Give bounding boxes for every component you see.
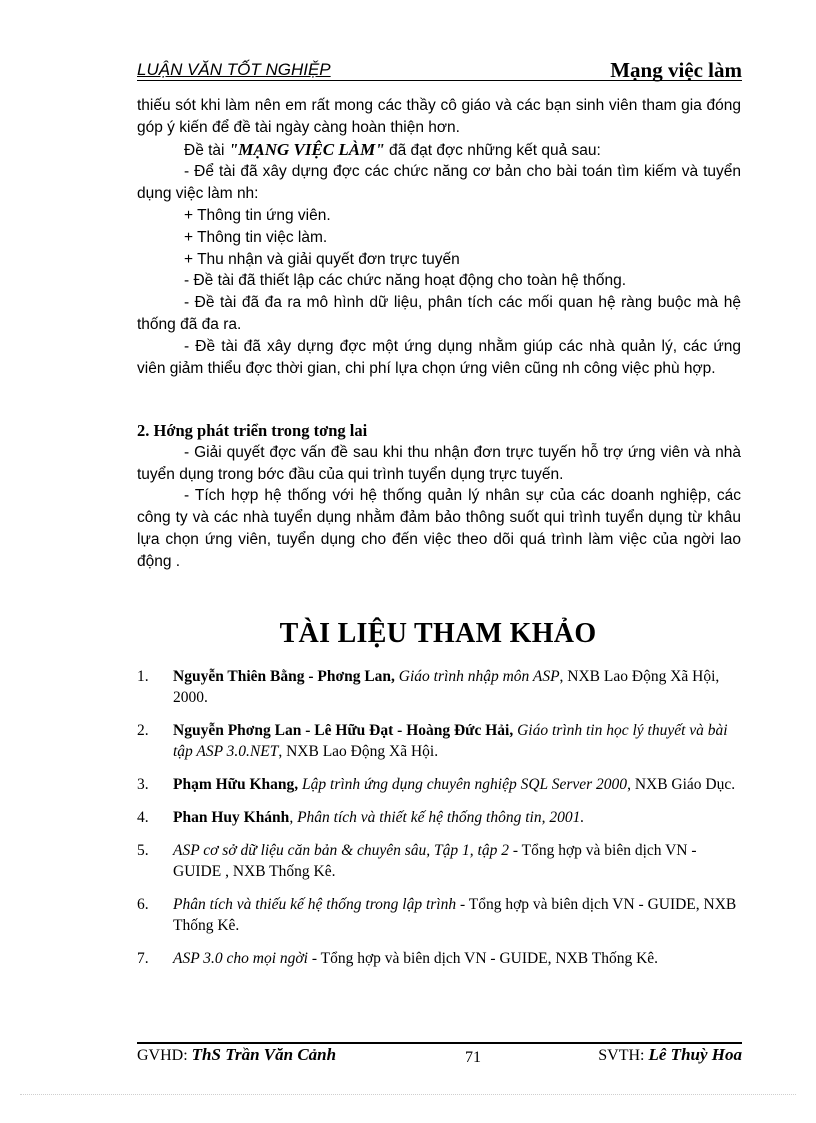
reference-work: Giáo trình tin học lý thuyết và bài tập ASP 3.0.NET [173,722,728,760]
footer-student [598,1045,742,1065]
reference-number: 4. [137,809,149,826]
reference-publisher: , NXB Lao Động Xã Hội, 2000. [173,668,720,706]
bullet-job-info: + Thông tin việc làm. [184,228,328,246]
reference-author: Phạm Hữu Khang, [173,776,299,793]
paragraph-result-4: - Đề tài đã xây dựng đợc một ứng dụng nhằm giúp các nhà quản lý, các ứng viên giảm thiểu đợc thời gian, chi phí lựa chọn ứng viên cũng nh công việc phù hợp. [137,337,741,377]
reference-number: 3. [137,776,149,793]
page-bottom-dotted-line [20,1094,796,1095]
advisor-label: GVHD: [137,1047,192,1064]
reference-item [137,666,741,708]
student-label: SVTH: [598,1047,649,1064]
paragraph-result-2: - Đề tài đã thiết lập các chức năng hoạt động cho toàn hệ thống. [184,272,627,290]
reference-item [137,894,741,936]
paragraph-future-2: - Tích hợp hệ thống với hệ thống quản lý nhân sự của các doanh nghiệp, các công ty và các nhà tuyển dụng nhằm đảm bảo thông suốt qui trình tuyển dụng từ khâu lựa chọn ứng viên, tuyển dụng cho đến việc theo dõi quá trình làm việc của ngời lao động . [137,487,741,570]
advisor-name: ThS Trần Văn Cảnh [191,1045,337,1064]
paragraph-result-3: - Đề tài đã đa ra mô hình dữ liệu, phân tích các mối quan hệ ràng buộc mà hệ thống đã đa ra. [137,294,741,333]
reference-work: Giáo trình nhập môn ASP [394,668,560,685]
reference-work: ASP 3.0 cho mọi ngời [173,950,308,967]
reference-publisher: , NXB Lao Động Xã Hội. [278,743,439,760]
header-rule [137,80,742,81]
reference-item [137,840,741,882]
results-lead-pre: Đề tài [184,141,229,159]
reference-publisher: , NXB Giáo Dục. [627,776,736,793]
reference-publisher: - Tổng hợp và biên dịch VN - GUIDE, NXB Thống Kê. [308,950,659,967]
paragraph-future-1: - Giải quyết đợc vấn đề sau khi thu nhận đơn trực tuyến hỗ trợ ứng viên và nhà tuyển dụng trong bớc đầu của qui trình tuyển dụng trực tuyến. [137,443,741,483]
reference-publisher: - Tổng hợp và biên dịch VN - GUIDE , NXB Thống Kê. [173,842,697,880]
header-thesis-label: LUẬN VĂN TỐT NGHIỆP [137,60,331,79]
results-lead-post: đã đạt đợc những kết quả sau: [384,141,601,159]
reference-number: 2. [137,722,149,739]
section-heading-future: 2. Hớng phát triển trong tơng lai [137,421,368,440]
reference-number: 6. [137,896,149,913]
reference-number: 7. [137,950,149,967]
bullet-candidate-info: + Thông tin ứng viên. [184,206,331,224]
reference-number: 1. [137,668,149,685]
paragraph-results-lead [137,139,741,162]
footer-rule [137,1042,742,1044]
reference-work: Lập trình ứng dụng chuyên nghiệp SQL Server 2000 [298,776,628,793]
reference-author: Nguyễn Phơng Lan - Lê Hữu Đạt - Hoàng Đức Hải, [173,722,514,739]
references-list [137,666,741,981]
conclusion-body [137,95,741,379]
reference-number: 5. [137,842,149,859]
reference-item [137,948,741,969]
reference-publisher: - Tổng hợp và biên dịch VN - GUIDE, NXB Thống Kê. [173,896,737,934]
reference-work: ASP cơ sở dữ liệu căn bản & chuyên sâu, Tập 1, tập 2 [173,842,509,859]
reference-author: Nguyễn Thiên Bằng - Phơng Lan, [173,668,395,685]
project-name-emphasis: "MẠNG VIỆC LÀM" [228,139,385,159]
references-title: TÀI LIỆU THAM KHẢO [279,618,597,649]
paragraph-result-1: - Để tài đã xây dựng đợc các chức năng cơ bản cho bài toán tìm kiếm và tuyển dụng việc làm nh: [137,163,741,203]
footer-advisor [137,1045,336,1065]
reference-work: Phân tích và thiếu kế hệ thống trong lập trình [173,896,457,913]
page-number: 71 [465,1049,481,1066]
reference-author: Phan Huy Khánh [173,809,290,826]
future-development-section [137,420,741,573]
reference-item [137,807,741,828]
student-name: Lê Thuỳ Hoa [648,1045,742,1064]
reference-item [137,774,741,795]
reference-item [137,720,741,762]
header-project-title: Mạng việc làm [610,58,742,82]
bullet-online-applications: + Thu nhận và giải quyết đơn trực tuyến [184,250,460,268]
paragraph-intro: thiếu sót khi làm nên em rất mong các thầy cô giáo và các bạn sinh viên tham gia đóng góp ý kiến để đề tài ngày càng hoàn thiện hơn. [137,97,741,136]
reference-work: , Phân tích và thiết kế hệ thống thông tin, 2001. [289,809,585,826]
